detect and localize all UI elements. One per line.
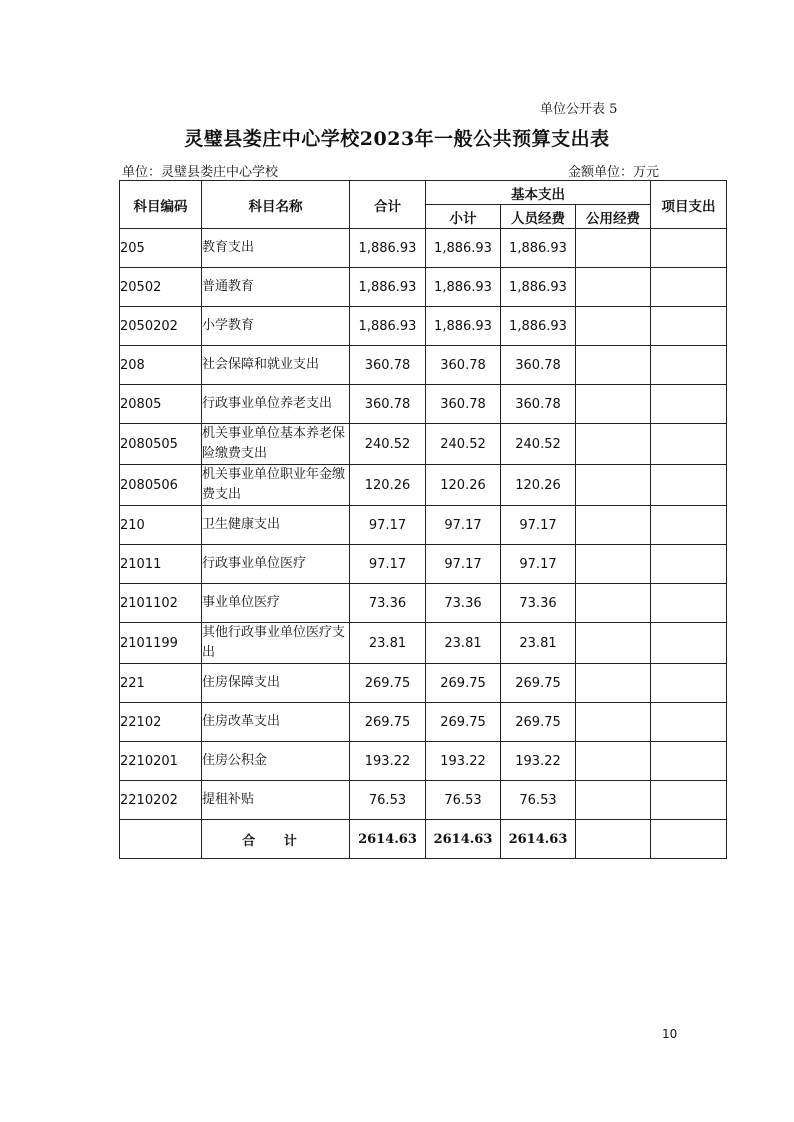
table-row <box>120 385 727 424</box>
project-cell <box>651 465 727 506</box>
project-cell <box>651 229 727 268</box>
header-project: 项目支出 <box>651 181 727 229</box>
header-total: 合计 <box>350 181 426 229</box>
table-row <box>120 703 727 742</box>
personnel-cell: 1,886.93 <box>501 229 576 268</box>
code-cell: 2101199 <box>120 623 202 664</box>
subtotal-cell: 97.17 <box>426 545 501 584</box>
personnel-cell: 240.52 <box>501 424 576 465</box>
total-cell: 97.17 <box>350 545 426 584</box>
total-code-cell <box>120 820 202 859</box>
personnel-cell: 193.22 <box>501 742 576 781</box>
project-cell <box>651 307 727 346</box>
total-subtotal: 2614.63 <box>426 820 501 859</box>
project-cell <box>651 545 727 584</box>
table-row <box>120 307 727 346</box>
public-cell <box>576 424 651 465</box>
code-cell: 2210202 <box>120 781 202 820</box>
personnel-cell: 76.53 <box>501 781 576 820</box>
name-cell: 住房改革支出 <box>202 703 350 742</box>
code-cell: 2210201 <box>120 742 202 781</box>
header-personnel: 人员经费 <box>501 205 576 229</box>
public-cell <box>576 742 651 781</box>
page-title: 灵璧县娄庄中心学校2023年一般公共预算支出表 <box>184 128 610 150</box>
total-public <box>576 820 651 859</box>
subtotal-cell: 193.22 <box>426 742 501 781</box>
total-cell: 269.75 <box>350 703 426 742</box>
public-cell <box>576 781 651 820</box>
subtotal-cell: 76.53 <box>426 781 501 820</box>
personnel-cell: 1,886.93 <box>501 268 576 307</box>
total-cell: 1,886.93 <box>350 307 426 346</box>
project-cell <box>651 703 727 742</box>
total-project <box>651 820 727 859</box>
budget-table <box>119 180 727 859</box>
total-cell: 120.26 <box>350 465 426 506</box>
table-row <box>120 742 727 781</box>
subtotal-cell: 23.81 <box>426 623 501 664</box>
header-public: 公用经费 <box>576 205 651 229</box>
subtotal-cell: 1,886.93 <box>426 268 501 307</box>
name-cell: 住房保障支出 <box>202 664 350 703</box>
name-cell: 普通教育 <box>202 268 350 307</box>
total-personnel: 2614.63 <box>501 820 576 859</box>
public-cell <box>576 506 651 545</box>
public-cell <box>576 307 651 346</box>
name-cell: 机关事业单位基本养老保险缴费支出 <box>202 424 350 465</box>
subtotal-cell: 120.26 <box>426 465 501 506</box>
code-cell: 2101102 <box>120 584 202 623</box>
public-cell <box>576 664 651 703</box>
project-cell <box>651 623 727 664</box>
name-cell: 卫生健康支出 <box>202 506 350 545</box>
code-cell: 20805 <box>120 385 202 424</box>
page-number: 10 <box>662 1027 678 1041</box>
personnel-cell: 97.17 <box>501 545 576 584</box>
project-cell <box>651 385 727 424</box>
table-body <box>120 229 727 820</box>
code-cell: 210 <box>120 506 202 545</box>
personnel-cell: 73.36 <box>501 584 576 623</box>
table-row <box>120 424 727 465</box>
header-basic: 基本支出 <box>426 181 651 205</box>
subtotal-cell: 360.78 <box>426 346 501 385</box>
public-cell <box>576 703 651 742</box>
subtotal-cell: 1,886.93 <box>426 307 501 346</box>
public-cell <box>576 346 651 385</box>
currency-unit-label: 金额单位：万元 <box>568 165 660 180</box>
total-cell: 1,886.93 <box>350 229 426 268</box>
project-cell <box>651 742 727 781</box>
total-cell: 73.36 <box>350 584 426 623</box>
subtotal-cell: 269.75 <box>426 703 501 742</box>
project-cell <box>651 424 727 465</box>
project-cell <box>651 664 727 703</box>
table-row <box>120 623 727 664</box>
total-cell: 23.81 <box>350 623 426 664</box>
code-cell: 208 <box>120 346 202 385</box>
name-cell: 小学教育 <box>202 307 350 346</box>
public-cell <box>576 623 651 664</box>
code-cell: 2050202 <box>120 307 202 346</box>
name-cell: 事业单位医疗 <box>202 584 350 623</box>
personnel-cell: 23.81 <box>501 623 576 664</box>
table-row <box>120 268 727 307</box>
subtotal-cell: 97.17 <box>426 506 501 545</box>
total-label: 合 计 <box>202 820 350 859</box>
public-cell <box>576 584 651 623</box>
project-cell <box>651 346 727 385</box>
code-cell: 21011 <box>120 545 202 584</box>
personnel-cell: 269.75 <box>501 664 576 703</box>
code-cell: 2080506 <box>120 465 202 506</box>
total-cell: 360.78 <box>350 385 426 424</box>
personnel-cell: 97.17 <box>501 506 576 545</box>
name-cell: 行政事业单位医疗 <box>202 545 350 584</box>
public-cell <box>576 465 651 506</box>
unit-label: 单位：灵璧县娄庄中心学校 <box>122 165 279 180</box>
subtotal-cell: 1,886.93 <box>426 229 501 268</box>
project-cell <box>651 781 727 820</box>
name-cell: 社会保障和就业支出 <box>202 346 350 385</box>
subtotal-cell: 269.75 <box>426 664 501 703</box>
code-cell: 221 <box>120 664 202 703</box>
total-cell: 193.22 <box>350 742 426 781</box>
table-row <box>120 506 727 545</box>
public-cell <box>576 385 651 424</box>
header-code: 科目编码 <box>120 181 202 229</box>
form-number: 单位公开表 5 <box>540 102 618 117</box>
code-cell: 20502 <box>120 268 202 307</box>
name-cell: 其他行政事业单位医疗支出 <box>202 623 350 664</box>
table-row <box>120 229 727 268</box>
table-row <box>120 346 727 385</box>
total-amount: 2614.63 <box>350 820 426 859</box>
total-cell: 240.52 <box>350 424 426 465</box>
subtotal-cell: 73.36 <box>426 584 501 623</box>
name-cell: 机关事业单位职业年金缴费支出 <box>202 465 350 506</box>
table-row <box>120 781 727 820</box>
total-cell: 76.53 <box>350 781 426 820</box>
personnel-cell: 360.78 <box>501 346 576 385</box>
project-cell <box>651 584 727 623</box>
header-subtotal: 小计 <box>426 205 501 229</box>
name-cell: 行政事业单位养老支出 <box>202 385 350 424</box>
total-cell: 269.75 <box>350 664 426 703</box>
table-row <box>120 584 727 623</box>
total-cell: 1,886.93 <box>350 268 426 307</box>
code-cell: 2080505 <box>120 424 202 465</box>
header-name: 科目名称 <box>202 181 350 229</box>
personnel-cell: 360.78 <box>501 385 576 424</box>
total-row <box>120 820 727 859</box>
public-cell <box>576 229 651 268</box>
project-cell <box>651 506 727 545</box>
total-cell: 97.17 <box>350 506 426 545</box>
personnel-cell: 269.75 <box>501 703 576 742</box>
name-cell: 住房公积金 <box>202 742 350 781</box>
personnel-cell: 1,886.93 <box>501 307 576 346</box>
code-cell: 22102 <box>120 703 202 742</box>
public-cell <box>576 545 651 584</box>
project-cell <box>651 268 727 307</box>
name-cell: 提租补贴 <box>202 781 350 820</box>
total-cell: 360.78 <box>350 346 426 385</box>
code-cell: 205 <box>120 229 202 268</box>
personnel-cell: 120.26 <box>501 465 576 506</box>
name-cell: 教育支出 <box>202 229 350 268</box>
table-row <box>120 465 727 506</box>
table-row <box>120 664 727 703</box>
subtotal-cell: 240.52 <box>426 424 501 465</box>
public-cell <box>576 268 651 307</box>
table-row <box>120 545 727 584</box>
subtotal-cell: 360.78 <box>426 385 501 424</box>
